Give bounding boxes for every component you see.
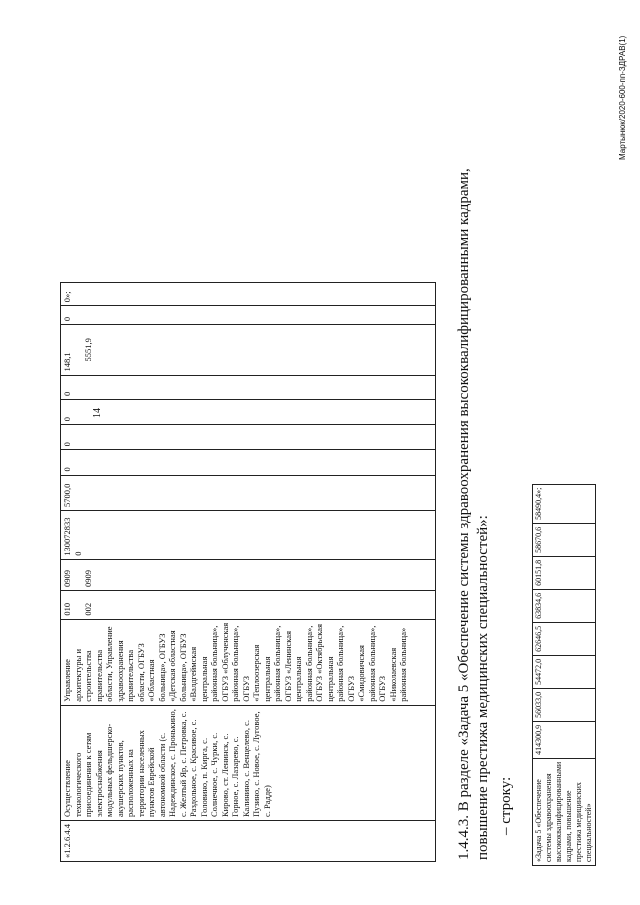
value-cell: 58490,4»;: [533, 484, 596, 523]
code-a-cell: [61, 591, 436, 620]
target-cell: 130072833 0: [61, 511, 436, 560]
table-row: [61, 283, 436, 862]
program-table: [60, 282, 436, 862]
value-cell: 63834,6: [533, 589, 596, 622]
value-main: 148,1: [62, 352, 72, 372]
row-intro-text: – строку:: [498, 776, 514, 835]
task-label-cell: «Задача 5 «Обеспечение системы здравоохранения высококвалифицированными кадрами, повышение престижа медицинских специальностей»: [533, 758, 596, 865]
value-cell: 58670,6: [533, 523, 596, 556]
code-b-second: 0909: [82, 570, 93, 588]
paragraph-line: повышение престижа медицинских специальностей»:: [475, 515, 491, 860]
signature-stamp: Мартынюк/2020-600-пп-ЗДРАВ(1): [618, 35, 627, 160]
value-cell: 60151,8: [533, 556, 596, 589]
page-number: 14: [92, 408, 103, 418]
code-b-cell: [61, 559, 436, 590]
code-b-first: 0909: [62, 570, 72, 588]
value-cell: 414300,9: [533, 721, 596, 758]
value-cell: 54472,0: [533, 655, 596, 688]
executor-cell: Управление архитектуры и строительства правительства области, Управление здравоохранения правительства области, ОГБУЗ «Областная больница», ОГБУЗ «Детская областная больница», ОГБУЗ «Валдгеймская центральная районная больница», ОГБУЗ «Облученская районная больница», ОГБУЗ «Теплоозерская центральная районная больница», ОГБУЗ «Ленинская центральная районная больница», ОГБУЗ «Октябрьская центральная районная больница», ОГБУЗ «Смидовичская районная больница», ОГБУЗ «Николаевская районная больница»: [61, 619, 436, 705]
program-table-grid: [60, 282, 436, 862]
value-cell: 0»;: [61, 283, 436, 306]
row-number-cell: «1.2.6.4.4: [61, 821, 436, 862]
table-row: [533, 484, 596, 865]
value-cell: 0: [61, 425, 436, 450]
description-cell: Осуществление технологического присоединения к сетям электроснабжения модульных фельдшерско-акушерских пунктов, расположенных на территории населенных пунктов Еврейской автономной области (с. Надеждинское, с. Пронькино, с. Желтый Яр, с. Петровка, с. Раздольное, с. Красивое, с. Головино, п. Кирга, с. Солнечное, с. Чурки, с. Кирово, ст. Ленинск, с. Горное, с. Лазарево, с. Калинино, с. Венцелево, с. Пузино, с. Новое, с. Луговое, с. Радде): [61, 705, 436, 820]
paragraph-line: 1.4.4.3. В разделе «Задача 5 «Обеспечение системы здравоохранения высококвалифицированными кадрами,: [456, 168, 472, 860]
value-cell: 5700,0: [61, 475, 436, 511]
task-table-grid: [532, 484, 596, 866]
value-cell: 62646,5: [533, 622, 596, 655]
value-cell: 0: [61, 450, 436, 475]
value-extra: 5551,9: [82, 338, 93, 362]
value-cell: [61, 325, 436, 375]
value-cell: 0: [61, 400, 436, 425]
section-paragraph: [455, 60, 493, 860]
code-a-first: 010: [62, 602, 72, 616]
task-table: [532, 484, 596, 866]
value-cell: 0: [61, 306, 436, 325]
code-a-second: 002: [82, 602, 93, 616]
value-cell: 56033,0: [533, 688, 596, 721]
value-cell: 0: [61, 375, 436, 399]
